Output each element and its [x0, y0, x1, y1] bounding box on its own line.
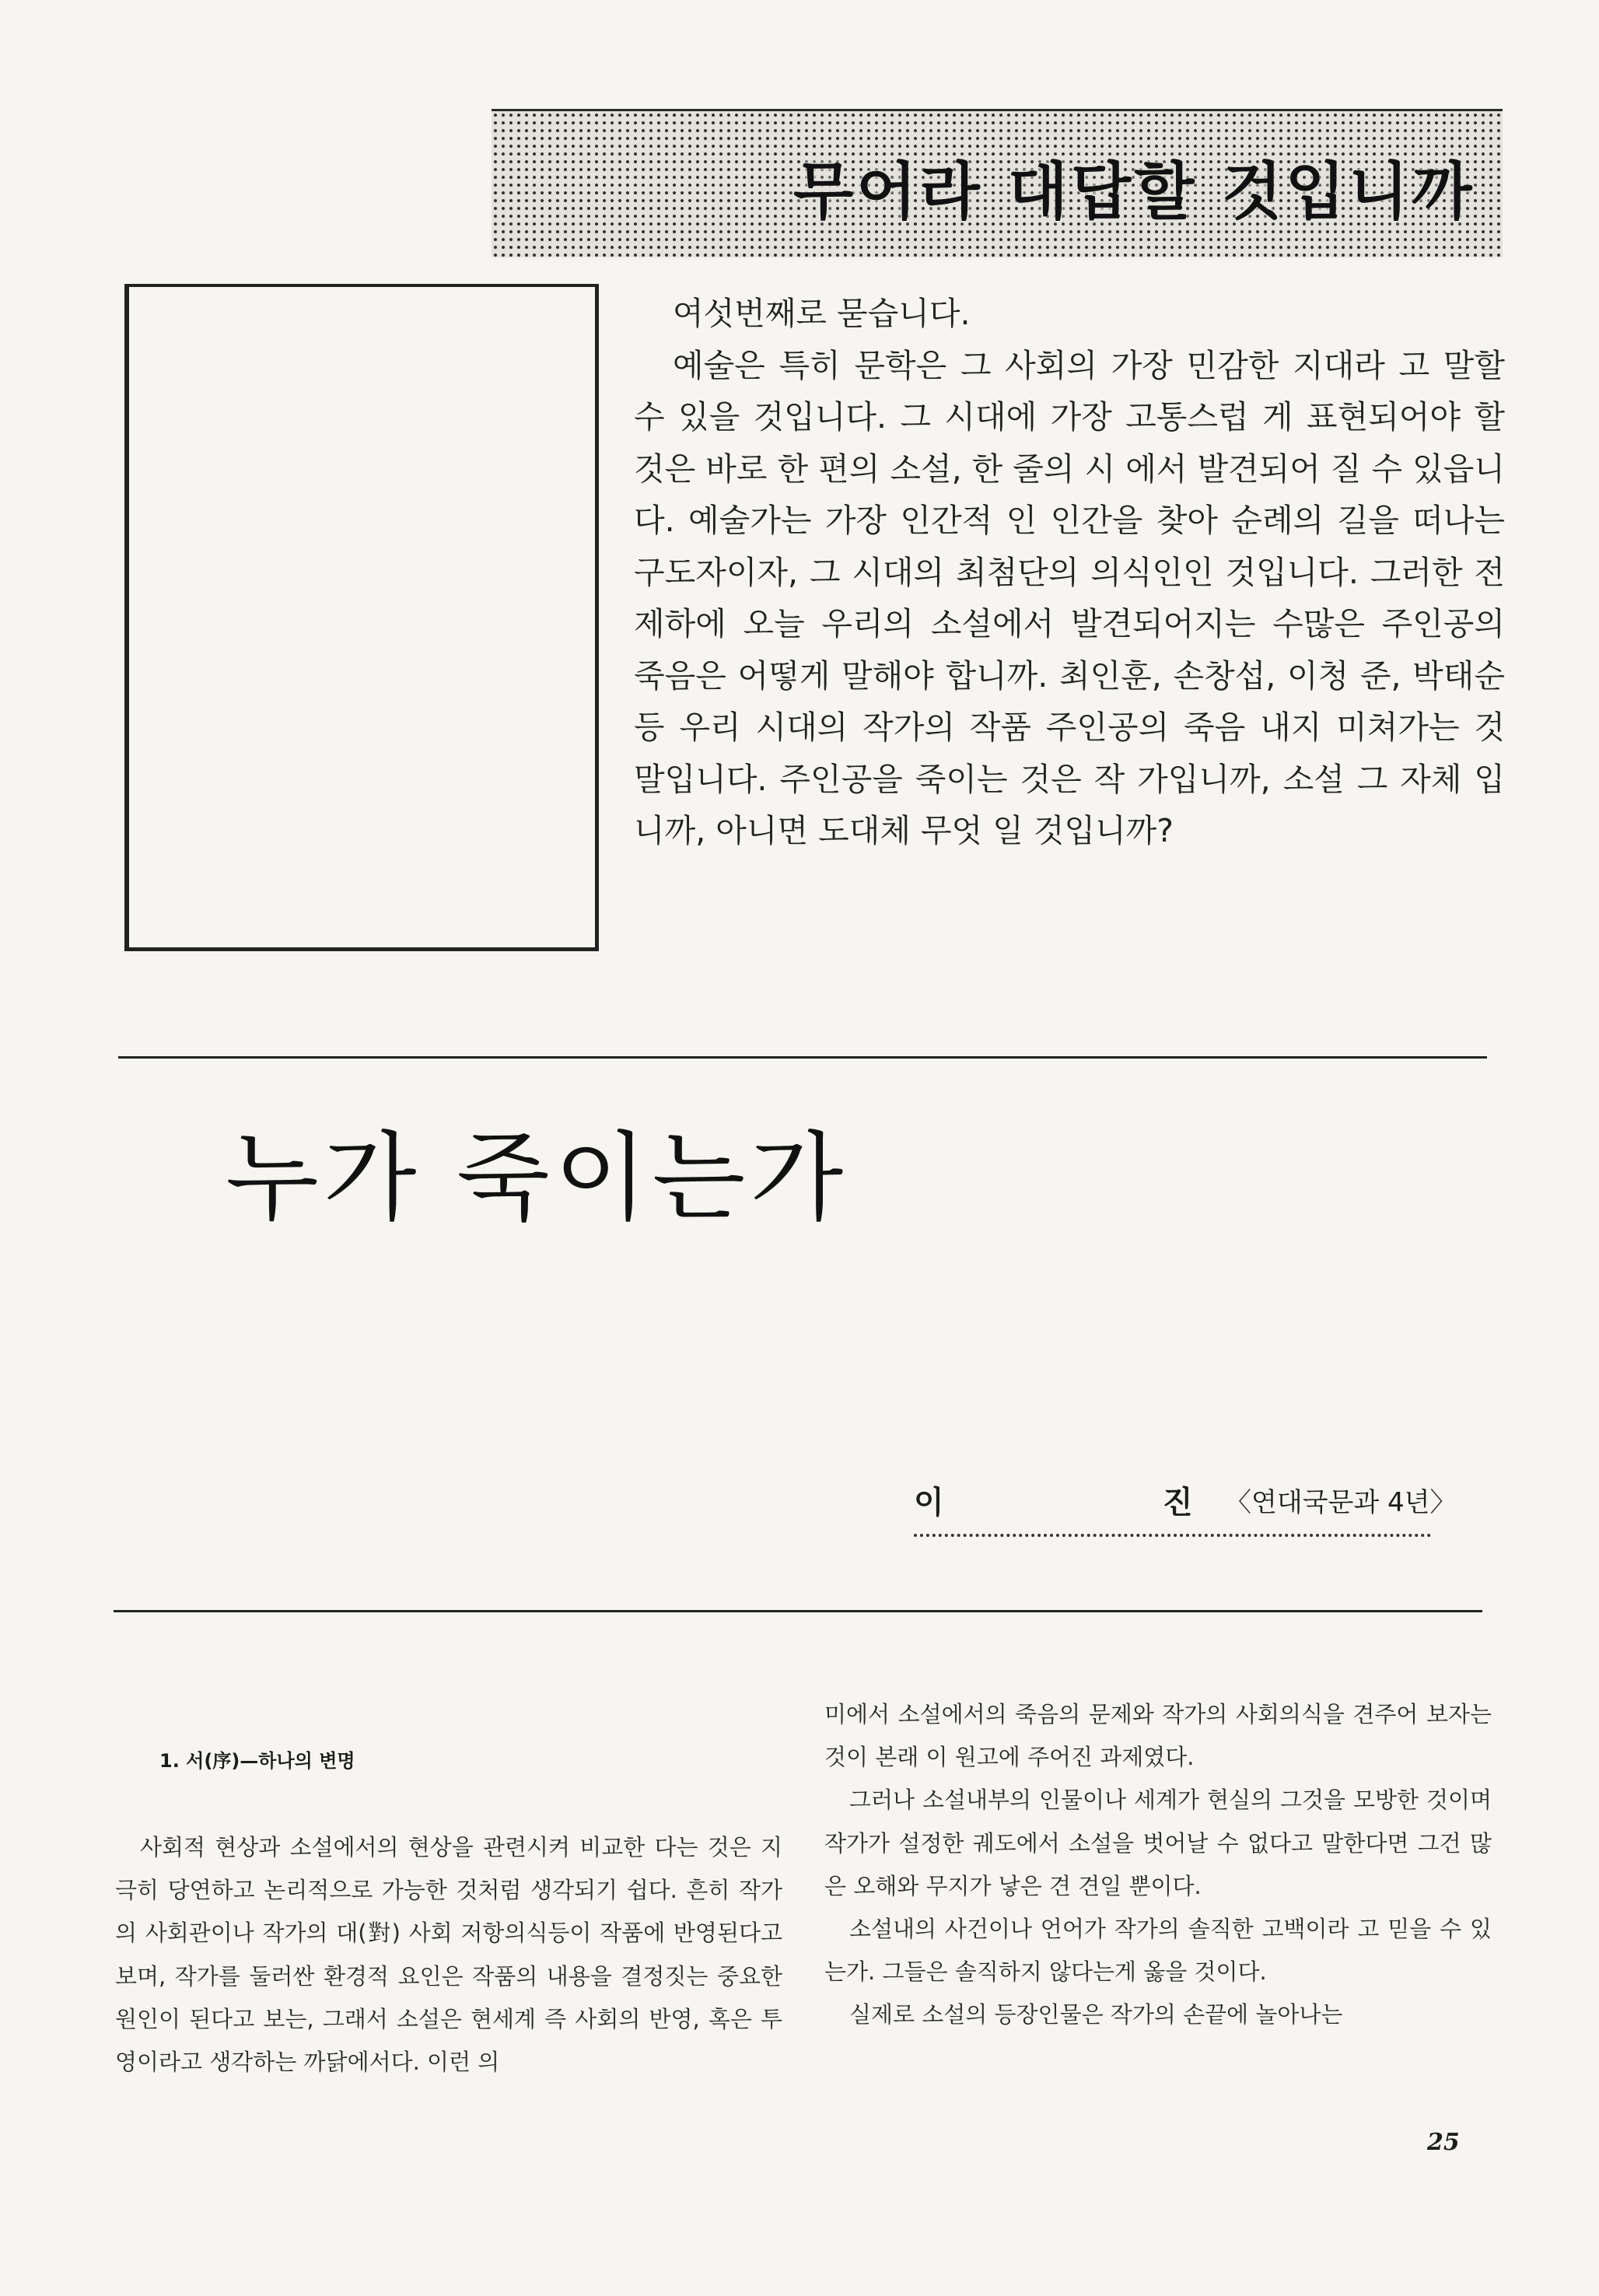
right-paragraph-3: 소설내의 사건이나 언어가 작가의 솔직한 고백이라 고 믿을 수 있는가. 그들은 솔직하지 않다는게 옳을 것이다.	[824, 1916, 1492, 1986]
banner-title: 무어라 대답할 것입니까	[793, 156, 1475, 228]
author-affiliation: 〈연대국문과 4년〉	[1225, 1487, 1457, 1518]
author-dotted-rule	[914, 1534, 1431, 1537]
right-paragraph-2: 그러나 소설내부의 인물이나 세계가 현실의 그것을 모방한 것이며 작가가 설정한 궤도에서 소설을 벗어날 수 없다고 말한다면 그건 많은 오해와 무지가 낳은 견 견일 뿐이다.	[824, 1787, 1492, 1899]
intro-paragraph-2: 예술은 특히 문학은 그 사회의 가장 민감한 지대라 고 말할 수 있을 것입니다. 그 시대에 가장 고통스럽 게 표현되어야 할 것은 바로 한 편의 소설, 한 줄의 시 에서 발견되어 질 수 있읍니다. 예술가는 가장 인간적 인 인간을 찾아 순례의 길을 떠나는 구도자이자, 그 시대의 최첨단의 의식인인 것입니다. 그러한 전제하에 오늘 우리의 소설에서 발견되어지는 수많은 주인공의 죽음은 어떻게 말해야 합니까. 최인훈, 손창섭, 이청 준, 박태순등 우리 시대의 작가의 작품 주인공의 죽음 내지 미쳐가는 것 말입니다. 주인공을 죽이는 것은 작 가입니까, 소설 그 자체 입니까, 아니면 도대체 무엇 일 것입니까?	[634, 346, 1505, 849]
section-heading: 1. 서(序)—하나의 변명	[159, 1750, 355, 1772]
intro-text	[634, 288, 1505, 857]
body-column-right	[824, 1693, 1492, 2037]
right-paragraph-4: 실제로 소설의 등장인물은 작가의 손끝에 놀아나는	[849, 2001, 1343, 2028]
intro-paragraph-1: 여섯번째로 묻습니다.	[673, 295, 971, 332]
photo-frame	[124, 284, 599, 951]
author-family-name: 이	[914, 1485, 944, 1521]
divider-rule-bottom	[114, 1610, 1482, 1612]
left-paragraph-1: 사회적 현상과 소설에서의 현상을 관련시켜 비교한 다는 것은 지극히 당연하고 논리적으로 가능한 것처럼 생각되기 쉽다. 흔히 작가의 사회관이나 작가의 대(對) 사회 저항의식등이 작품에 반영된다고 보며, 작가를 둘러싼 환경적 요인은 작품의 내용을 결정짓는 중요한 원인이 된다고 보는, 그래서 소설은 현세계 즉 사회의 반영, 혹은 투영이라고 생각하는 까닭에서다. 이런 의	[115, 1834, 782, 2076]
author-given-name: 진	[1163, 1485, 1193, 1521]
article-title: 누가 죽이는가	[226, 1122, 848, 1234]
author-line	[914, 1479, 1458, 1526]
body-column-left	[115, 1826, 782, 2084]
divider-rule-top	[118, 1056, 1487, 1059]
page-number: 25	[1427, 2129, 1460, 2156]
right-paragraph-1: 미에서 소설에서의 죽음의 문제와 작가의 사회의식을 견주어 보자는 것이 본래 이 원고에 주어진 과제였다.	[824, 1701, 1492, 1771]
